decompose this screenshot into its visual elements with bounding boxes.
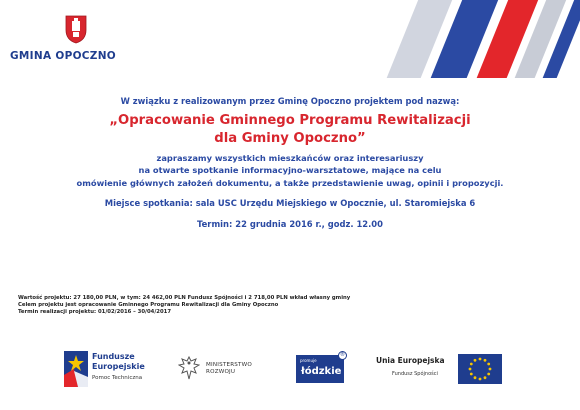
- title-line-2: dla Gminy Opoczno”: [214, 131, 366, 146]
- ue-fund: Fundusz Spójności: [392, 371, 438, 377]
- mr-name-line-1: MINISTERSTWO: [206, 362, 253, 368]
- invitation-line-3: omówienie głównych założeń dokumentu, a także przedstawienie uwag, opinii i propozycji.: [76, 177, 504, 188]
- announcement: [0, 96, 580, 230]
- project-value: Wartość projektu: 27 180,00 PLN, w tym: 24 462,00 PLN Fundusz Spójności i 2 718,00 PLN wkład własny gminy: [18, 295, 351, 301]
- fe-name-line-2: Europejskie: [92, 362, 145, 371]
- invitation-line-1: zapraszamy wszystkich mieszkańców oraz interesariuszy: [156, 153, 424, 163]
- intro-text: W związku z realizowanym przez Gminę Opoczno projektem pod nazwą:: [120, 96, 460, 106]
- fundusze-europejskie-logo: [64, 349, 164, 389]
- eu-flag-icon: [458, 354, 502, 384]
- lodz-big-text: łódzkie: [301, 366, 342, 377]
- fe-name: [92, 352, 145, 372]
- registered-mark: ®: [340, 352, 345, 358]
- unia-europejska-logo: [376, 354, 506, 388]
- fundusze-europejskie-icon: [64, 351, 88, 387]
- invitation-text: [0, 152, 580, 189]
- header-stripes: [380, 0, 580, 78]
- project-title: [0, 112, 580, 148]
- crest-icon: [64, 14, 88, 44]
- title-line-1: „Opracowanie Gminnego Programu Rewitalizacji: [109, 113, 471, 128]
- invitation-line-2: na otwarte spotkanie informacyjno-warsztatowe, mające na celu: [138, 165, 442, 176]
- ministerstwo-rozwoju-logo: [176, 351, 276, 387]
- project-info: [18, 295, 350, 316]
- fe-sub: Pomoc Techniczna: [92, 375, 143, 381]
- fe-name-line-1: Fundusze: [92, 352, 135, 361]
- meeting-date: Termin: 22 grudnia 2016 r., godz. 12.00: [197, 219, 383, 230]
- meeting-place: Miejsce spotkania: sala USC Urzędu Miejskiego w Opocznie, ul. Staromiejska 6: [104, 198, 476, 209]
- mr-name-line-2: ROZWOJU: [206, 369, 236, 375]
- project-period: Termin realizacji projektu: 01/02/2016 – 30/04/2017: [18, 309, 172, 315]
- gmina-name: GMINA OPOCZNO: [10, 50, 117, 62]
- eagle-icon: [178, 355, 200, 381]
- project-goal: Celem projektu jest opracowanie Gminnego Programu Rewitalizacji dla Gminy Opoczno: [18, 302, 279, 308]
- mr-name: [206, 362, 252, 376]
- footer-logos: [0, 346, 580, 392]
- ue-name: Unia Europejska: [376, 356, 445, 365]
- promuje-lodzkie-logo: [296, 355, 344, 383]
- lodz-small-text: promuje: [300, 358, 317, 363]
